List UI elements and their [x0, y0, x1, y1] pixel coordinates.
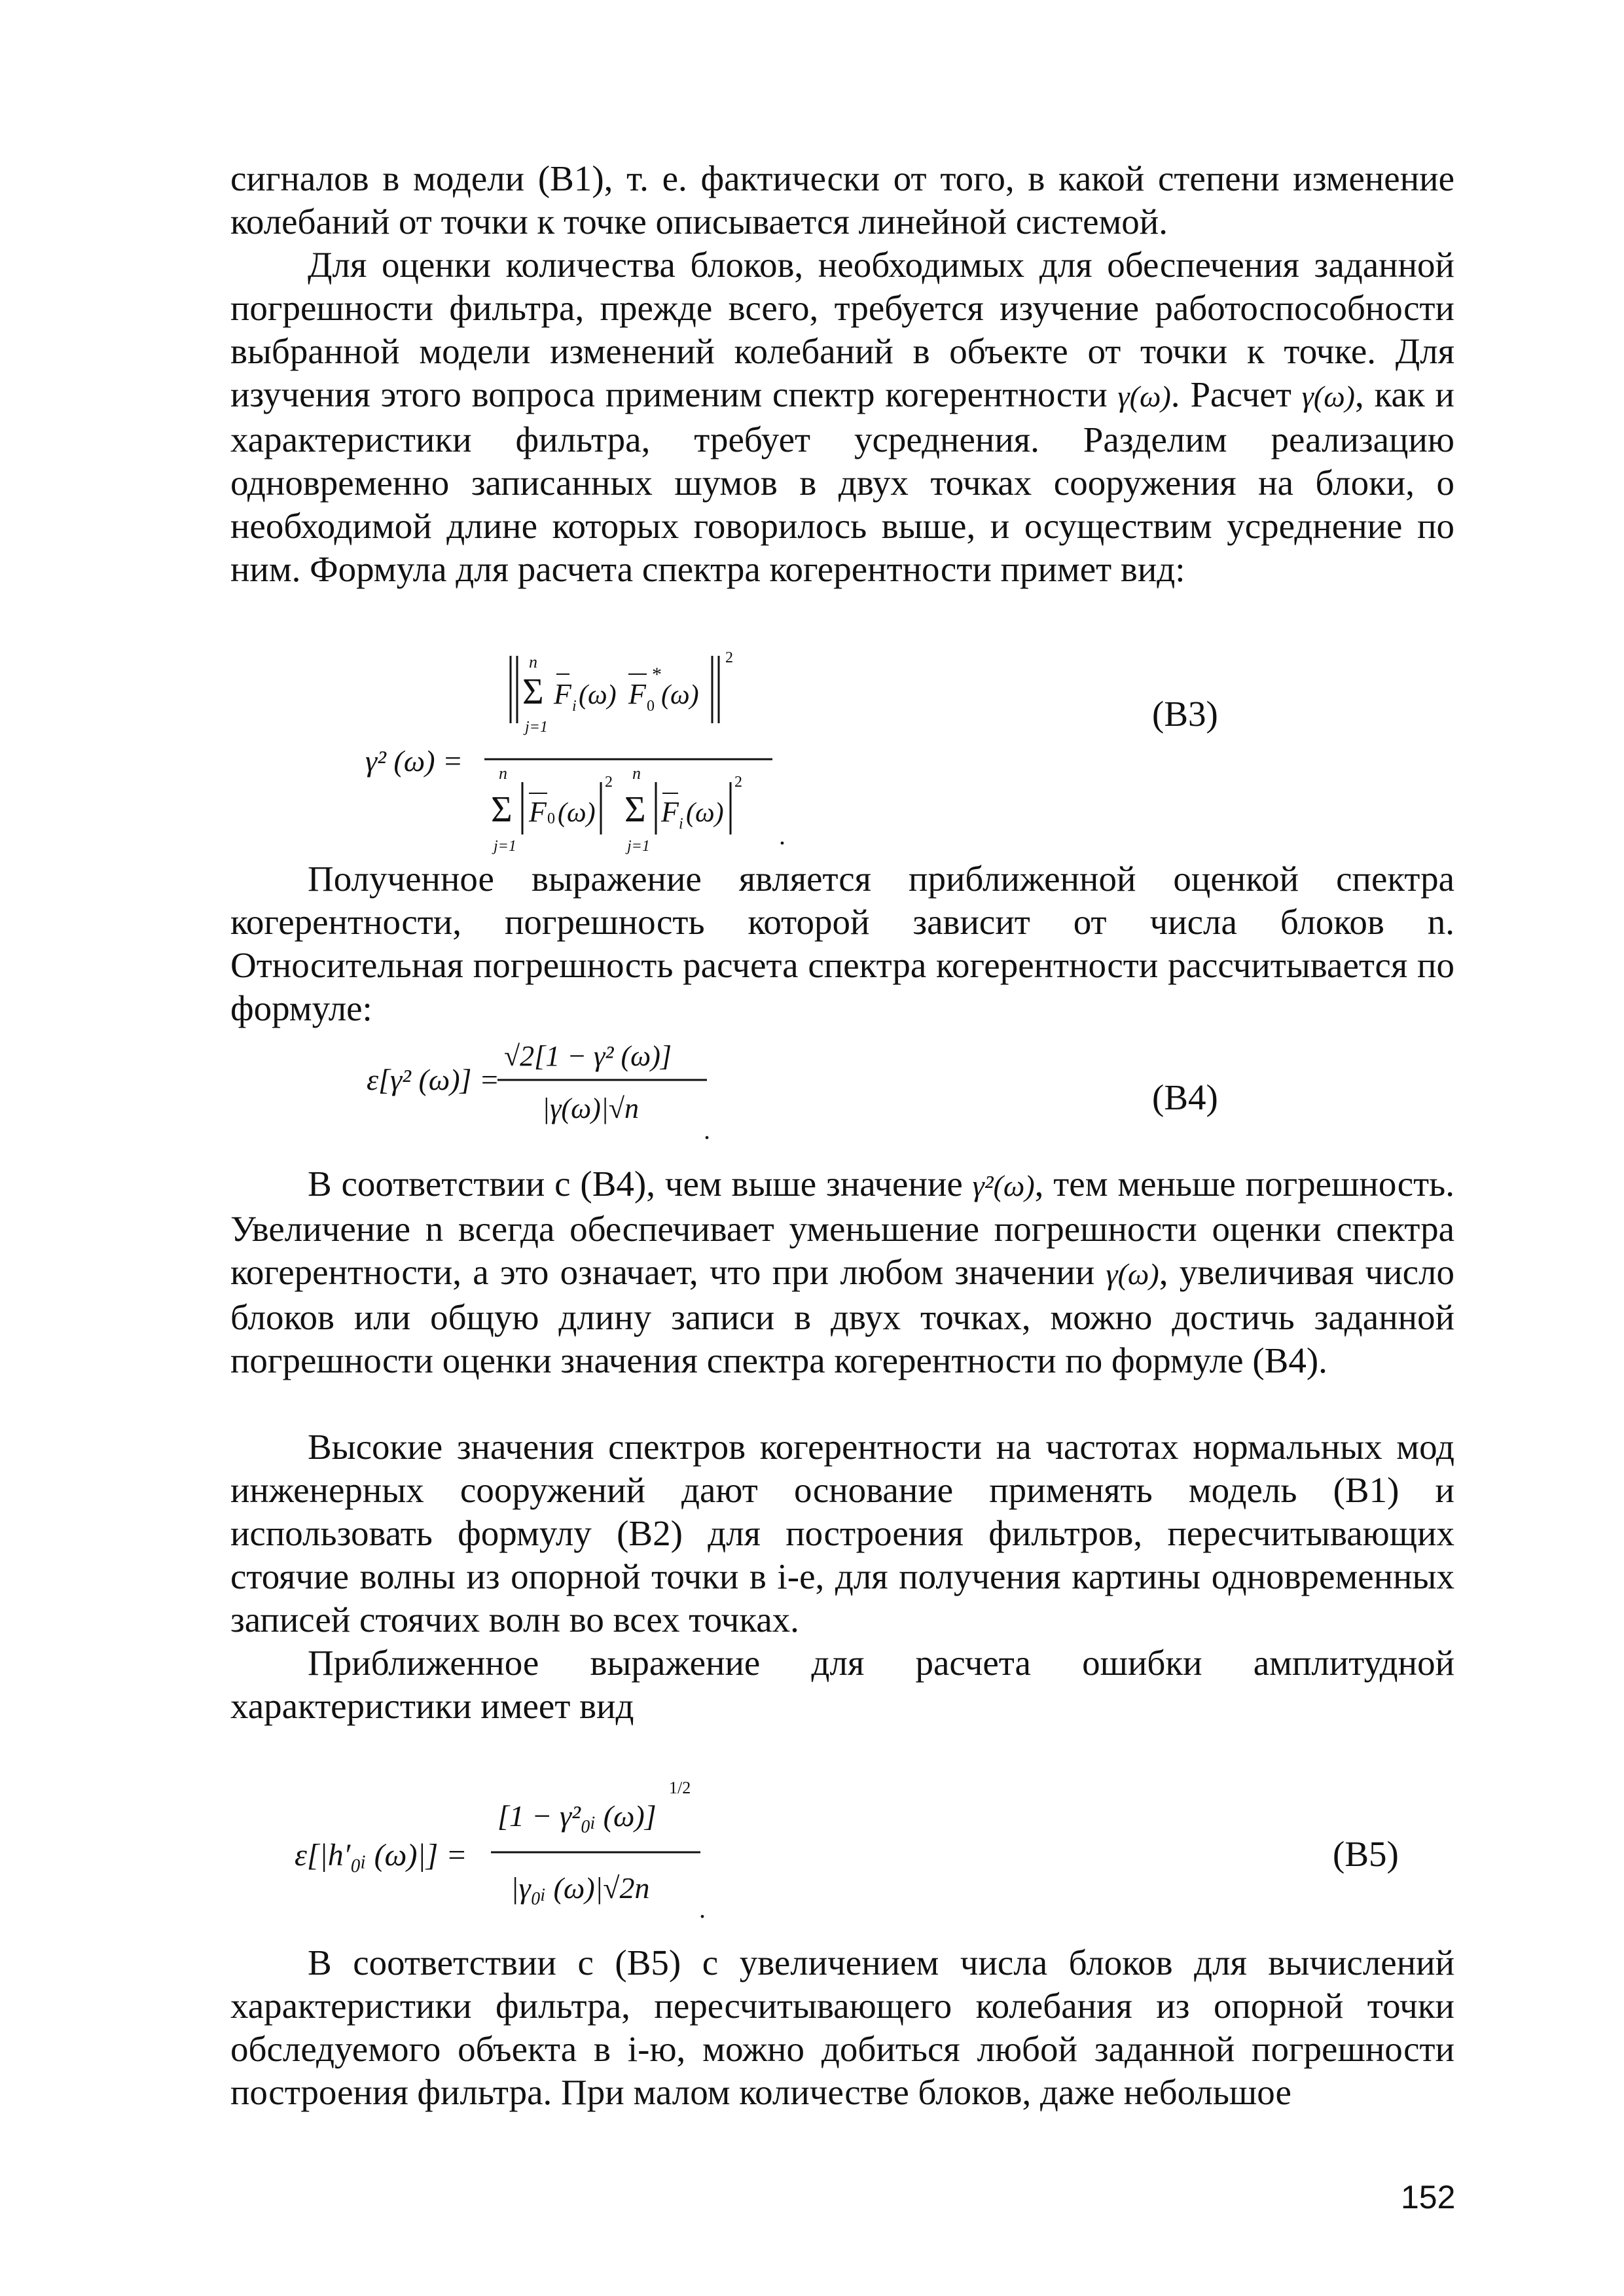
b3-num-f0: F	[628, 678, 646, 710]
inline-gamma-omega: γ(ω)	[1106, 1257, 1159, 1291]
b5-end-dot: .	[699, 1894, 706, 1924]
equation-b5	[295, 1767, 740, 1931]
b3-den-f0-sub: 0	[547, 810, 555, 827]
b3-num-sum-top: n	[529, 653, 537, 672]
b3-den-sigma-1: Σ	[491, 789, 513, 830]
b3-den-omega1: (ω)	[558, 798, 596, 828]
equation-label-b3: (В3)	[1152, 694, 1218, 734]
b3-num-sigma: Σ	[522, 672, 544, 712]
b3-den-sum-top-1: n	[499, 764, 507, 783]
b4-lhs: ε[γ² (ω)] =	[367, 1063, 500, 1096]
paragraph-4-part-a: В соответствии с (В4), чем выше значение	[308, 1164, 963, 1204]
b3-num-fi: F	[554, 678, 571, 710]
b3-den-sigma-2: Σ	[624, 789, 646, 830]
b3-den-omega2: (ω)	[686, 798, 724, 828]
b5-denominator: |γ₀ᵢ (ω)|√2n	[511, 1871, 650, 1905]
b3-num-omega2: (ω)	[661, 680, 699, 710]
paragraph-4-part-b: , тем меньше погрешность. Увеличение n всегда обеспечивает уменьшение погрешности оценки спектра когерентности, а это означает, что при любом значении	[230, 1164, 1455, 1292]
b3-num-fi-sub: i	[572, 698, 577, 715]
inline-gamma-omega: γ(ω)	[1117, 380, 1171, 413]
b3-den-fi-sub: i	[679, 816, 683, 833]
b5-num-exp: 1/2	[669, 1778, 691, 1797]
equation-b4	[367, 1034, 733, 1152]
b3-num-sum-bottom: j=1	[525, 719, 548, 736]
page-number: 152	[1401, 2179, 1456, 2215]
equation-label-b4: (В4)	[1152, 1077, 1218, 1117]
b4-end-dot: .	[704, 1115, 710, 1145]
paragraph-6: Приближенное выражение для расчета ошибки амплитудной характеристики имеет вид	[230, 1643, 1454, 1726]
b4-denominator: |γ(ω)|√n	[542, 1092, 640, 1124]
b3-end-dot: .	[779, 821, 785, 850]
b3-den-fi: F	[661, 796, 679, 828]
b3-den-sum-top-2: n	[632, 764, 641, 783]
b3-den-sum-bottom-1: j=1	[494, 838, 516, 855]
paragraph-2-part-b: . Расчет	[1170, 374, 1291, 414]
paragraph-2-part-a: Для оценки количества блоков, необходимых для обеспечения заданной погрешности фильтра, прежде всего, требуется изучение работоспособности выбранной модели изменений колебаний в объекте от точки к точке. Для изучения этого вопроса применим спектр когерентности	[230, 245, 1454, 414]
paragraph-4	[230, 1162, 1454, 1382]
b3-num-star: *	[652, 664, 662, 685]
b3-den-f0: F	[529, 796, 547, 828]
b3-den-sum-bottom-2: j=1	[627, 838, 650, 855]
paragraph-2	[230, 243, 1454, 591]
b3-num-sup: 2	[725, 649, 733, 666]
b3-den-sup-2: 2	[734, 774, 742, 791]
paragraph-4-part-c: , увеличивая число блоков или общую длину записи в двух точках, можно достичь заданной погрешности оценки значения спектра когерентности по формуле (В4).	[230, 1252, 1454, 1380]
paragraph-1: сигналов в модели (В1), т. е. фактически от того, в какой степени изменение колебаний от точки к точке описывается линейной системой.	[230, 158, 1454, 242]
b3-den-sup-1: 2	[605, 774, 613, 791]
equation-label-b5: (В5)	[1333, 1834, 1399, 1874]
b3-num-omega1: (ω)	[579, 680, 617, 710]
inline-gamma-omega: γ(ω)	[1301, 380, 1355, 413]
b4-numerator: √2[1 − γ² (ω)]	[504, 1040, 672, 1072]
b3-num-f0-sub: 0	[647, 698, 655, 715]
inline-gamma2-omega: γ²(ω)	[972, 1169, 1035, 1202]
paragraph-2-part-c: , как и характеристики фильтра, требует усреднения. Разделим реализацию одновременно записанных шумов в двух точках сооружения на блоки, о необходимой длине которых говорилось выше, и осуществим усреднение по ним. Формула для расчета спектра когерентности примет вид:	[230, 374, 1454, 589]
equation-b3	[353, 648, 812, 864]
b5-numerator: [1 − γ²₀ᵢ (ω)]	[497, 1799, 657, 1833]
b5-lhs: ε[|h′₀ᵢ (ω)|] =	[295, 1838, 467, 1873]
paragraph-7: В соответствии с (В5) с увеличением числа блоков для вычислений характеристики фильтра, пересчитывающего колебания из опорной точки обследуемого объекта в i-ю, можно добиться любой заданной погрешности построения фильтра. При малом количестве блоков, даже небольшое	[230, 1943, 1454, 2112]
paragraph-3: Полученное выражение является приближенной оценкой спектра когерентности, погрешность которой зависит от числа блоков n. Относительная погрешность расчета спектра когерентности рассчитывается по формуле:	[230, 859, 1454, 1028]
b3-lhs: γ² (ω) =	[365, 744, 463, 778]
paragraph-5: Высокие значения спектров когерентности на частотах нормальных мод инженерных сооружений дают основание применять модель (В1) и использовать формулу (В2) для построения фильтров, пересчитывающих стоячие волны из опорной точки в i-е, для получения картины одновременных записей стоячих волн во всех точках.	[230, 1427, 1454, 1640]
